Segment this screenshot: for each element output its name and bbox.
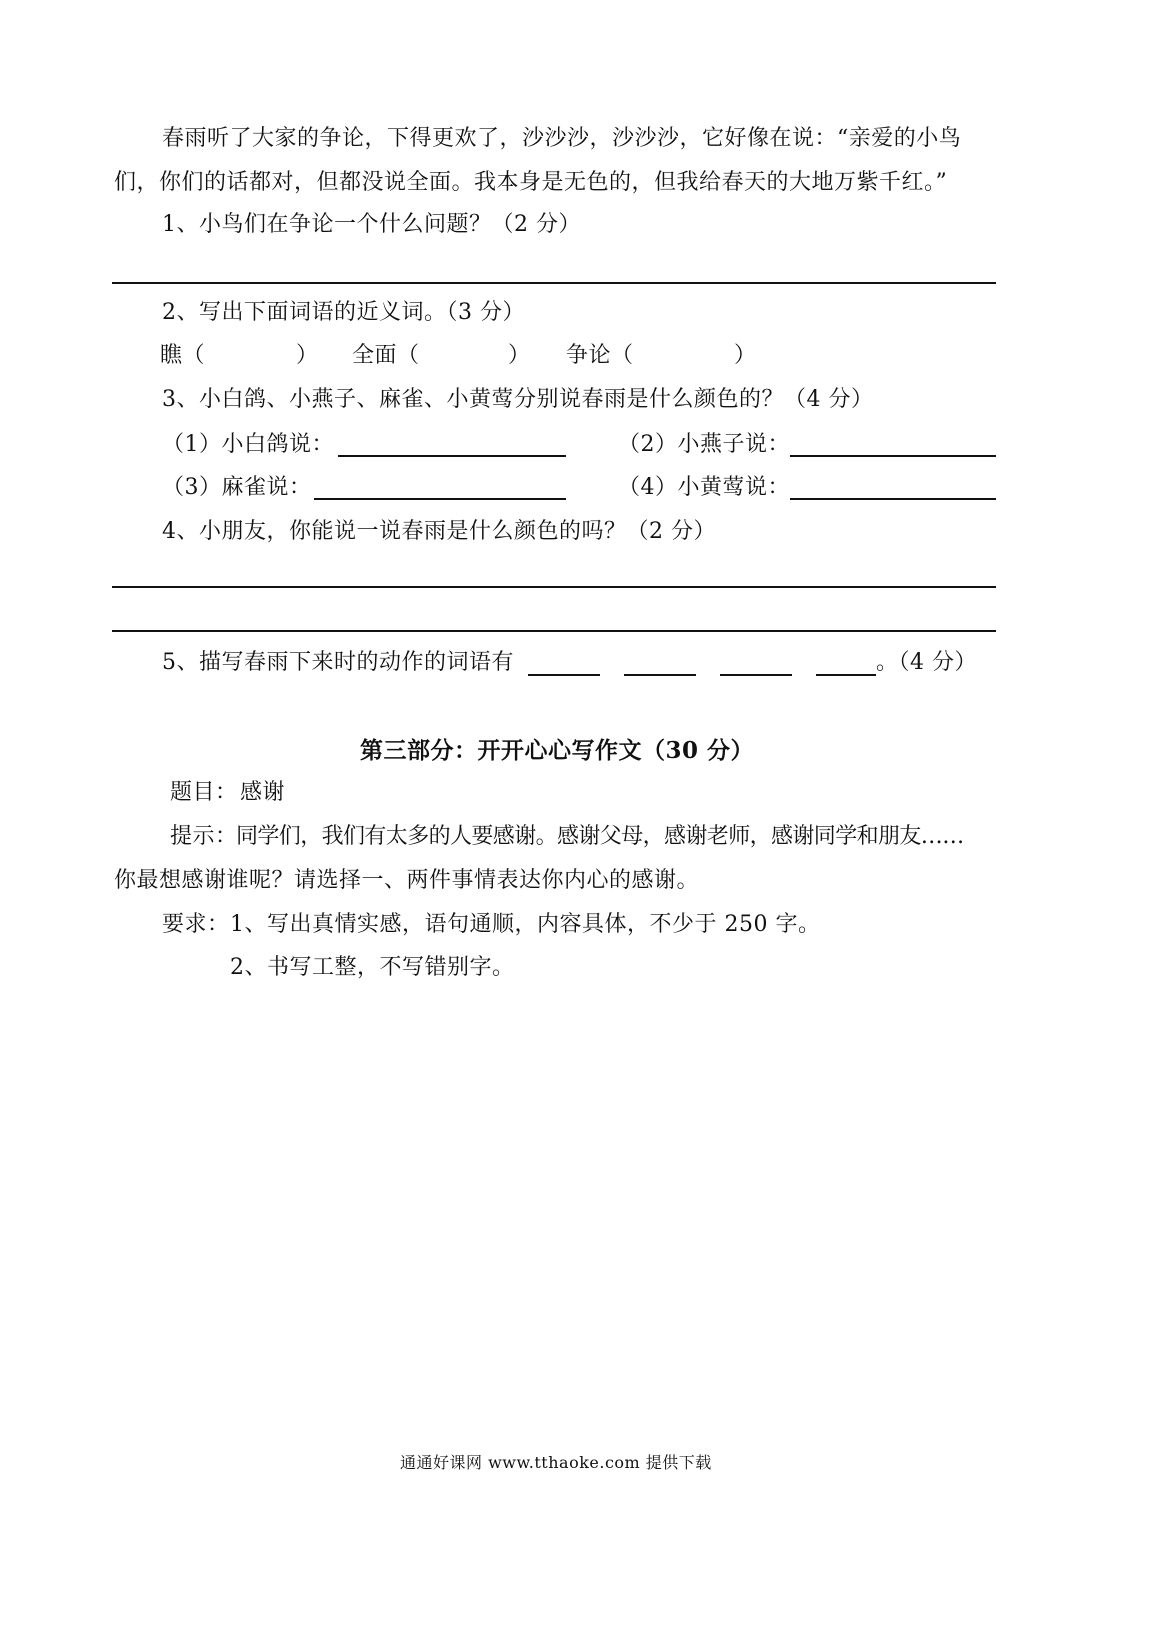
q3-item-2-label: （2）小燕子说： (618, 432, 790, 457)
q2-word-2-open: 全面（ (352, 343, 420, 368)
q5-blank-1[interactable] (528, 674, 600, 676)
q2-word-3-open: 争论（ (566, 343, 634, 368)
q3-item-1-label: （1）小白鸽说： (162, 432, 334, 457)
question-4: 4、小朋友，你能说一说春雨是什么颜色的吗？（2 分） (162, 519, 716, 544)
footer-text: 通通好课网 www.tthaoke.com 提供下载 (400, 1453, 712, 1472)
q3-item-3-label: （3）麻雀说： (162, 475, 312, 500)
hint-line-1: 同学们，我们有太多的人要感谢。感谢父母，感谢老师，感谢同学和朋友…… (236, 824, 964, 849)
q2-word-1-close: ） (296, 343, 319, 368)
q5-blank-4[interactable] (816, 674, 876, 676)
passage-line-2: 们，你们的话都对，但都没说全面。我本身是无色的，但我给春天的大地万紫千红。” (114, 170, 948, 195)
question-5-suffix: 。（4 分） (876, 650, 977, 675)
q3-item-4-label: （4）小黄莺说： (618, 475, 790, 500)
q3-answer-line-2[interactable] (790, 455, 996, 457)
answer-line-q4-2[interactable] (112, 630, 996, 632)
question-1: 1、小鸟们在争论一个什么问题？（2 分） (162, 212, 581, 237)
passage-line-1: 春雨听了大家的争论，下得更欢了，沙沙沙，沙沙沙，它好像在说：“亲爱的小鸟 (162, 126, 962, 151)
q5-blank-3[interactable] (720, 674, 792, 676)
requirement-1: 1、写出真情实感，语句通顺，内容具体，不少于 250 字。 (230, 912, 821, 937)
answer-line-q4-1[interactable] (112, 586, 996, 588)
q3-answer-line-3[interactable] (314, 498, 566, 500)
q5-blank-2[interactable] (624, 674, 696, 676)
topic-text: 感谢 (240, 780, 286, 805)
question-5-prefix: 5、描写春雨下来时的动作的词语有 (162, 650, 514, 675)
requirement-2: 2、书写工整，不写错别字。 (230, 955, 515, 980)
topic-label: 题目： (170, 780, 238, 805)
requirement-label: 要求： (162, 912, 230, 937)
q2-word-2-close: ） (508, 343, 531, 368)
part3-heading: 第三部分：开开心心写作文（30 分） (360, 737, 755, 764)
q3-answer-line-1[interactable] (338, 455, 566, 457)
q2-word-1-open: 瞧（ (160, 343, 206, 368)
hint-line-2: 你最想感谢谁呢？请选择一、两件事情表达你内心的感谢。 (114, 868, 700, 893)
q3-answer-line-4[interactable] (790, 498, 996, 500)
hint-label: 提示： (170, 824, 238, 849)
answer-line-q1[interactable] (112, 282, 996, 284)
question-2: 2、写出下面词语的近义词。（3 分） (162, 300, 525, 325)
q2-word-3-close: ） (734, 343, 757, 368)
question-3: 3、小白鸽、小燕子、麻雀、小黄莺分别说春雨是什么颜色的？（4 分） (162, 387, 874, 412)
